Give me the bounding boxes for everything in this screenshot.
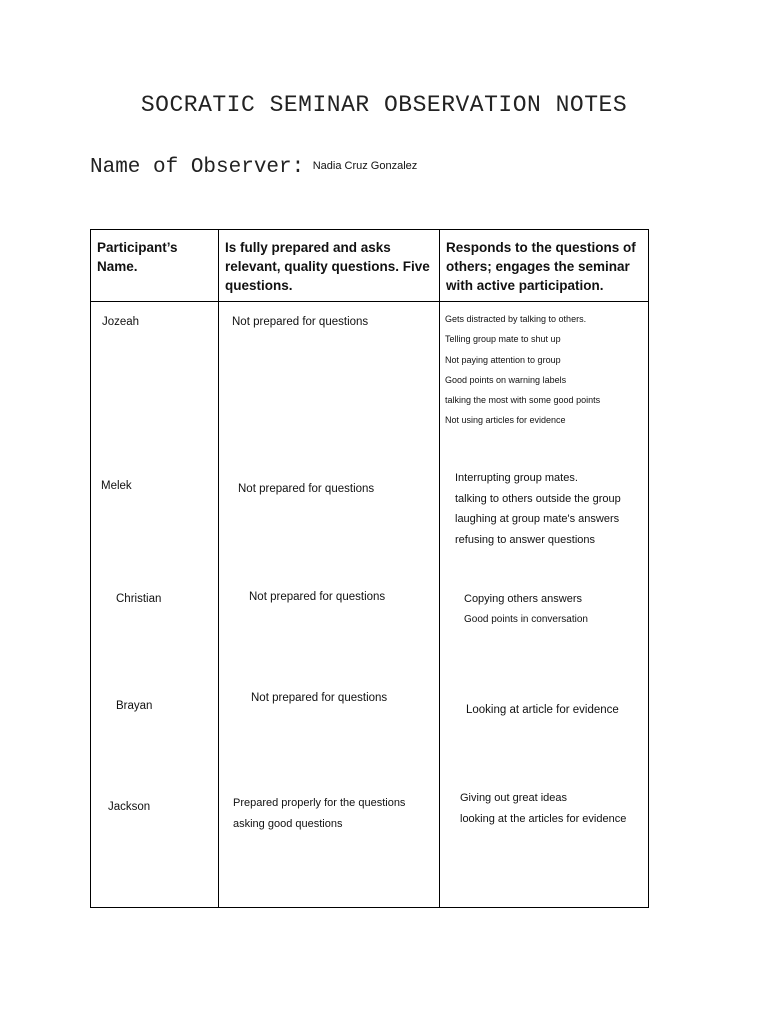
- response-note: Giving out great ideas: [460, 792, 568, 804]
- header-participant-name: Participant’s Name.: [97, 240, 178, 274]
- response-notes: [464, 589, 588, 630]
- response-note: Looking at article for evidence: [466, 704, 619, 716]
- response-note: talking the most with some good points: [445, 395, 601, 406]
- participant-name: Christian: [116, 593, 162, 605]
- participant-name: Jozeah: [102, 316, 140, 328]
- response-note: Not using articles for evidence: [445, 415, 566, 426]
- preparation-note: asking good questions: [233, 817, 343, 830]
- response-note: Not paying attention to group: [445, 354, 561, 365]
- response-note: Good points on warning labels: [445, 374, 567, 385]
- response-note: Good points in conversation: [464, 613, 588, 625]
- response-note: talking to others outside the group: [455, 492, 621, 505]
- preparation-note: Not prepared for questions: [238, 483, 375, 495]
- observation-table: [90, 229, 649, 908]
- preparation-notes: [233, 793, 405, 834]
- preparation-note: Prepared properly for the questions: [233, 797, 406, 809]
- observer-row: [90, 156, 417, 179]
- preparation-note: Not prepared for questions: [232, 316, 369, 328]
- participant-name: Brayan: [116, 700, 153, 712]
- document-title: SOCRATIC SEMINAR OBSERVATION NOTES: [140, 92, 628, 118]
- participant-name: Melek: [101, 480, 132, 492]
- participant-name: Jackson: [108, 801, 151, 813]
- response-notes: [460, 788, 626, 829]
- column-divider: [218, 230, 219, 907]
- observer-name: Nadia Cruz Gonzalez: [312, 160, 418, 172]
- header-responses: Responds to the questions of others; engages the seminar with active participation.: [446, 240, 636, 293]
- header-preparation: Is fully prepared and asks relevant, quality questions. Five questions.: [225, 240, 430, 293]
- response-note: Telling group mate to shut up: [445, 334, 561, 345]
- header-divider: [91, 301, 648, 302]
- response-note: laughing at group mate's answers: [455, 513, 620, 525]
- response-note: Interrupting group mates.: [455, 472, 578, 484]
- preparation-note: Not prepared for questions: [249, 591, 386, 603]
- column-divider: [439, 230, 440, 907]
- response-note: Copying others answers: [464, 593, 583, 605]
- response-notes: [455, 468, 621, 550]
- response-notes: [445, 309, 600, 431]
- observer-label: Name of Observer:: [90, 156, 305, 179]
- response-note: looking at the articles for evidence: [460, 812, 627, 825]
- preparation-note: Not prepared for questions: [251, 692, 388, 704]
- response-note: Gets distracted by talking to others.: [445, 314, 587, 324]
- response-note: refusing to answer questions: [455, 533, 596, 546]
